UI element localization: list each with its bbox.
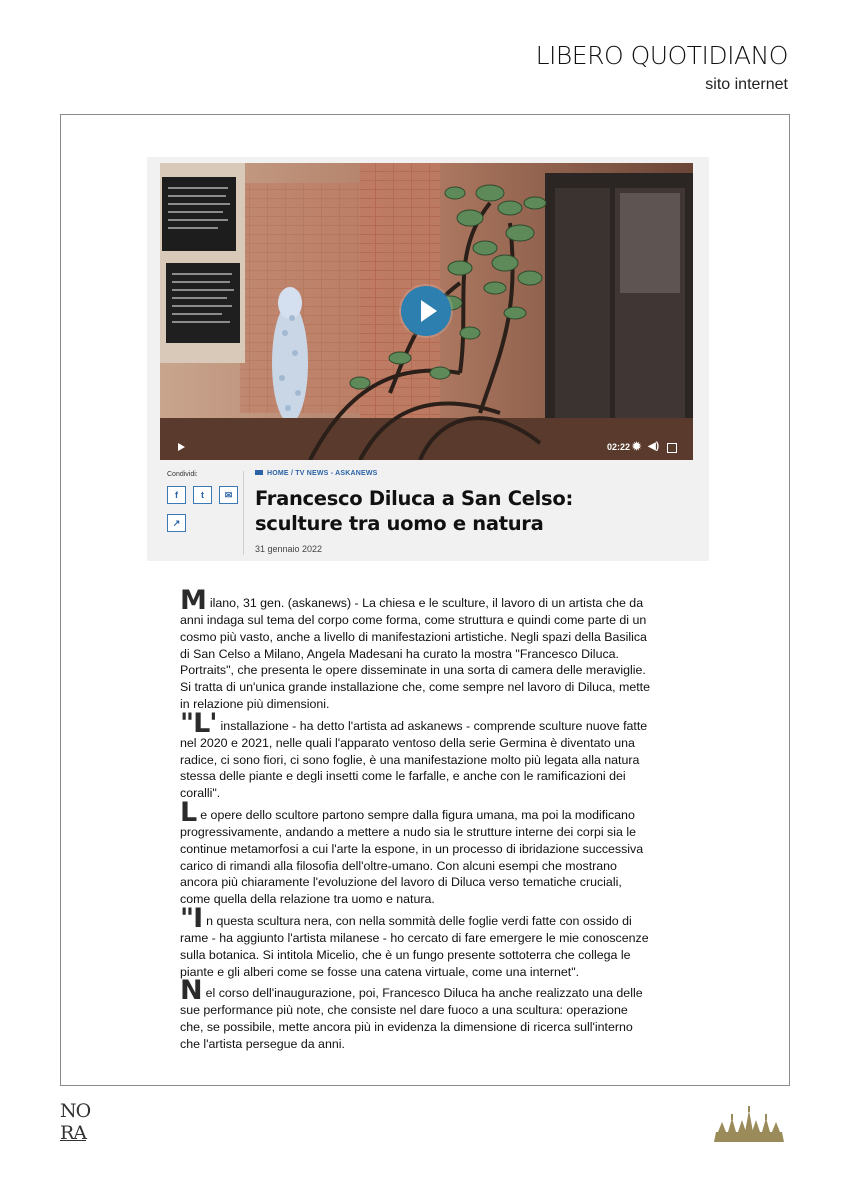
- article-paragraph: [180, 902, 650, 980]
- drop-cap: L: [180, 796, 197, 828]
- publication-header: [536, 40, 788, 94]
- article-paragraph: [180, 707, 650, 802]
- fullscreen-icon[interactable]: [666, 440, 678, 454]
- article-paragraph: [180, 585, 651, 713]
- paragraph-text: installazione - ha detto l'artista ad askanews - comprende sculture nuove fatte nel 2020 e 2021, nelle quali l'apparato ventoso della serie Germina è diventato una radice, ci sono fiori, ci sono foglie, è una manifestazione molto più legata alla natura stessa delle piante e degli insetti come le farfalle, e anche con le ramificazioni dei coralli".: [180, 718, 648, 801]
- breadcrumb-section-link[interactable]: / TV NEWS - ASKANEWS: [290, 470, 378, 477]
- paragraph-text: el corso dell'inaugurazione, poi, Francesco Diluca ha anche realizzato una delle sue performance più note, che consiste nel dare fuoco a una scultura: operazione che, se possibile, mette ancora più in evidenza la dimensione di ricerca sull'interno che l'artista persegue da anni.: [180, 986, 643, 1051]
- play-icon[interactable]: [176, 440, 186, 454]
- drop-cap: "L': [180, 707, 217, 739]
- video-player[interactable]: [160, 163, 693, 460]
- breadcrumb: [255, 470, 378, 477]
- article-body: [180, 585, 651, 1053]
- settings-gear-icon[interactable]: ✹: [632, 441, 642, 453]
- drop-cap: "I: [180, 902, 203, 934]
- paragraph-text: ilano, 31 gen. (askanews) - La chiesa e le sculture, il lavoro di un artista che da anni indaga sul tema del corpo come forma, come struttura e quindi come parte di un cosmo più vasto, anche a livello di manifestazioni artistiche. Negli spazi della Basilica di San Celso a Milano, Angela Madesani ha curato la mostra "Francesco Diluca. Portraits", che presenta le opere disseminate in una sorta di camera delle meraviglie. Si tratta di un'unica grande installazione che, come sempre nel lavoro di Diluca, mette in relazione più dimensioni.: [180, 596, 651, 711]
- headline-line-2: sculture tra uomo e natura: [255, 512, 544, 535]
- article-paragraph: [180, 975, 650, 1052]
- facebook-share-button[interactable]: f: [167, 486, 186, 504]
- email-share-button[interactable]: ✉: [219, 486, 238, 504]
- volume-icon[interactable]: ◀): [648, 441, 660, 452]
- article-paragraph: [180, 796, 650, 908]
- share-arrow-button[interactable]: ↗: [167, 514, 186, 532]
- article-headline: [255, 486, 695, 536]
- nora-logo-line-1: NO: [60, 1100, 91, 1122]
- share-label: Condividi:: [167, 471, 198, 478]
- nora-logo-line-2: RA: [60, 1122, 87, 1144]
- video-time: 02:22: [607, 442, 631, 452]
- paragraph-text: n questa scultura nera, con nella sommità delle foglie verdi fatte con ossido di rame - ha aggiunto l'artista milanese - ho cercato di fare emergere le mie conoscenze sulla botanica. Si intitola Micelio, che è un fungo presente sottoterra che collega le piante e gli alberi come se fosse una catena virtuale, come una internet".: [180, 913, 649, 979]
- crown-skyline-icon: [712, 1106, 786, 1144]
- publication-subtitle: sito internet: [705, 76, 788, 93]
- publication-title: LIBERO QUOTIDIANO: [535, 41, 788, 70]
- article-date: 31 gennaio 2022: [255, 544, 323, 554]
- breadcrumb-home-link[interactable]: HOME: [267, 470, 289, 477]
- drop-cap: N: [180, 975, 202, 1007]
- twitter-share-button[interactable]: t: [193, 486, 212, 504]
- news-clipping: [147, 157, 709, 561]
- play-button[interactable]: [401, 286, 451, 336]
- breadcrumb-marker-icon: [255, 470, 263, 475]
- divider: [243, 471, 244, 555]
- headline-line-1: Francesco Diluca a San Celso:: [255, 487, 573, 510]
- nora-logo: [60, 1100, 102, 1146]
- drop-cap: M: [180, 585, 206, 616]
- paragraph-text: e opere dello scultore partono sempre dalla figura umana, ma poi la modificano progressivamente, andando a mettere a nudo sia le strutture interne dei corpi sia le continue metamorfosi a cui l'arte la espone, in un processo di ibridazione successiva carico di rimandi alla filosofia dell'oltre-umano. Con alcuni esempi che mostrano ancora più chiaramente l'evoluzione del lavoro di Diluca verso tematiche cruciali, come quella della relazione tra uomo e natura.: [180, 807, 644, 907]
